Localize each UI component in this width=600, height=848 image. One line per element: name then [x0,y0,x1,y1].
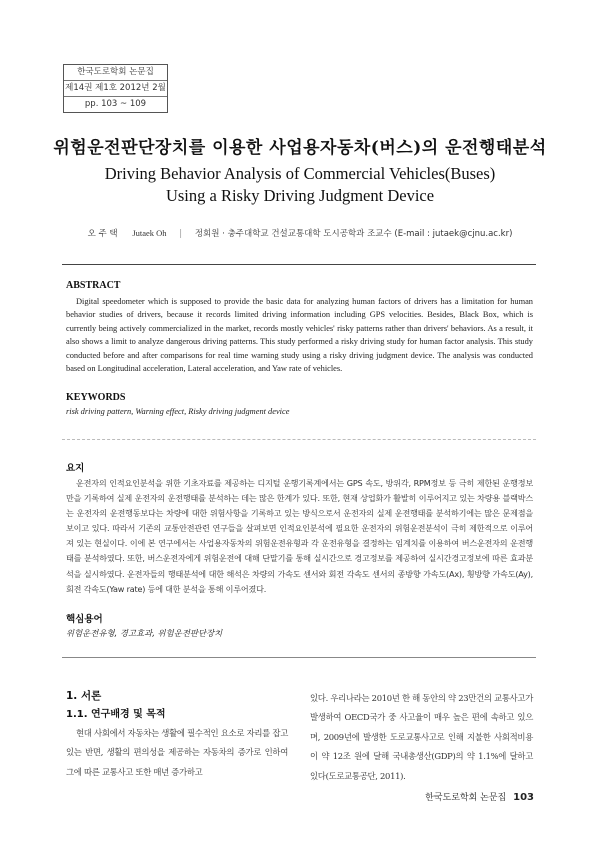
keywords-heading: KEYWORDS [66,392,126,403]
abstract-heading: ABSTRACT [66,280,121,291]
journal-issue: 제14권 제1호 2012년 2월 [64,81,167,97]
header-rule [62,264,536,265]
summary-body: 운전자의 인적요인분석을 위한 기초자료를 제공하는 디지털 운행기록계에서는 GPS 속도, 방위각, RPM정보 등 극히 제한된 운행정보만을 기록하여 실제 운전자의 운전행태를 분석하는 데는 많은 한계가 있다. 또한, 현재 상업화가 활발히 이루어지고 있는 차량용 블랙박스는 운전자의 운전행동보다는 차량에 대한 위험사항을 기록하고 있는 방식으로서 운전자의 실제 운전행태를 분석하기에는 많은 문제점을 보이고 있다. 따라서 기존의 교통안전관련 연구들을 살펴보면 인적요인분석에 필요한 운전자의 위험운전분석이 극히 제한적으로 이루어져 있는 현실이다. 이에 본 연구에서는 사업용자동차의 위험운전유형과 각 운전유형을 결정하는 임계치를 이용하여 버스운전자의 운전행태를 분석하였다. 또한, 버스운전자에게 위험운전에 대해 단말기를 통해 실시간으로 경고정보를 제공하여 실시간경고정보에 따른 효과분석을 실시하였다. 운전자들의 행태분석에 대한 해석은 차량의 가속도 센서와 회전 각속도 센서의 종방향 가속도(Ax), 횡방향 가속도(Ay), 회전 각속도(Yaw rate) 등에 대한 분석을 통해 이루어졌다. [66,478,533,594]
footer-journal: 한국도로학회 논문집 [425,793,507,803]
section-heading: 1. 서론 [66,690,102,702]
author-name-en: Jutaek Oh [132,228,167,238]
title-english-line1: Driving Behavior Analysis of Commercial Vehicles(Buses) [104,164,496,183]
subsection-heading: 1.1. 연구배경 및 목적 [66,709,166,720]
body-rule [62,657,536,658]
section-divider [62,439,536,440]
summary-heading: 요지 [66,463,85,474]
keywords-body: risk driving pattern, Warning effect, Risky driving judgment device [66,407,290,416]
title-english-line2: Using a Risky Driving Judgment Device [165,186,435,205]
journal-info-box [63,64,168,113]
page-number: 103 [513,792,534,803]
body-column-left: 현대 사회에서 자동차는 생활에 필수적인 요소로 자리를 잡고 있는 반면, 생활의 편의성을 제공하는 자동차의 증가로 인하여 그에 따른 교통사고 또한 매년 증가하고 [66,728,288,777]
keywords-ko-body: 위험운전유형, 경고효과, 위험운전판단장치 [66,628,223,638]
author-name-ko: 오 주 택 [87,229,118,239]
journal-pages: pp. 103 ~ 109 [84,99,147,109]
author-affiliation: 정회원 · 충주대학교 건설교통대학 도시공학과 조교수 (E-mail : jutaek@cjnu.ac.kr) [194,229,513,239]
journal-name: 한국도로학회 논문집 [64,65,167,81]
page-footer [425,790,534,803]
keywords-ko-heading: 핵심용어 [66,614,103,625]
body-column-right: 있다. 우리나라는 2010년 한 해 동안의 약 23만건의 교통사고가 발생하여 OECD국가 중 사고율이 매우 높은 편에 속하고 있으며, 2009년에 발생한 도로교통사고로 인해 지불한 사회적비용이 약 12조 원에 달해 국내총생산(GDP)의 약 1.1%에 달하고 있다(도로교통공단, 2011). [310,693,533,781]
title-korean: 위험운전판단장치를 이용한 사업용자동차(버스)의 운전행태분석 [53,138,547,158]
abstract-body: Digital speedometer which is supposed to provide the basic data for analyzing human factors of drivers has a limitation for human behavior studies of drivers, because it records limited driving information including GPS velocities. Besides, Black Box, which is currently being actively commercialized in the market, records mostly vehicles' risky patterns rather than drivers' behaviors. As a result, it also shows a limit to analyze dangerous driving patterns. This study performed a risky driving study for human factor analysis. This study conducted before and after comparisons for real time warning study using a risky driving judgment device. The analysis was conducted based on Longitudinal acceleration, Lateral acceleration, and Yaw rate of vehicles. [66,297,533,374]
author-line [0,227,600,239]
author-separator: | [179,229,183,239]
